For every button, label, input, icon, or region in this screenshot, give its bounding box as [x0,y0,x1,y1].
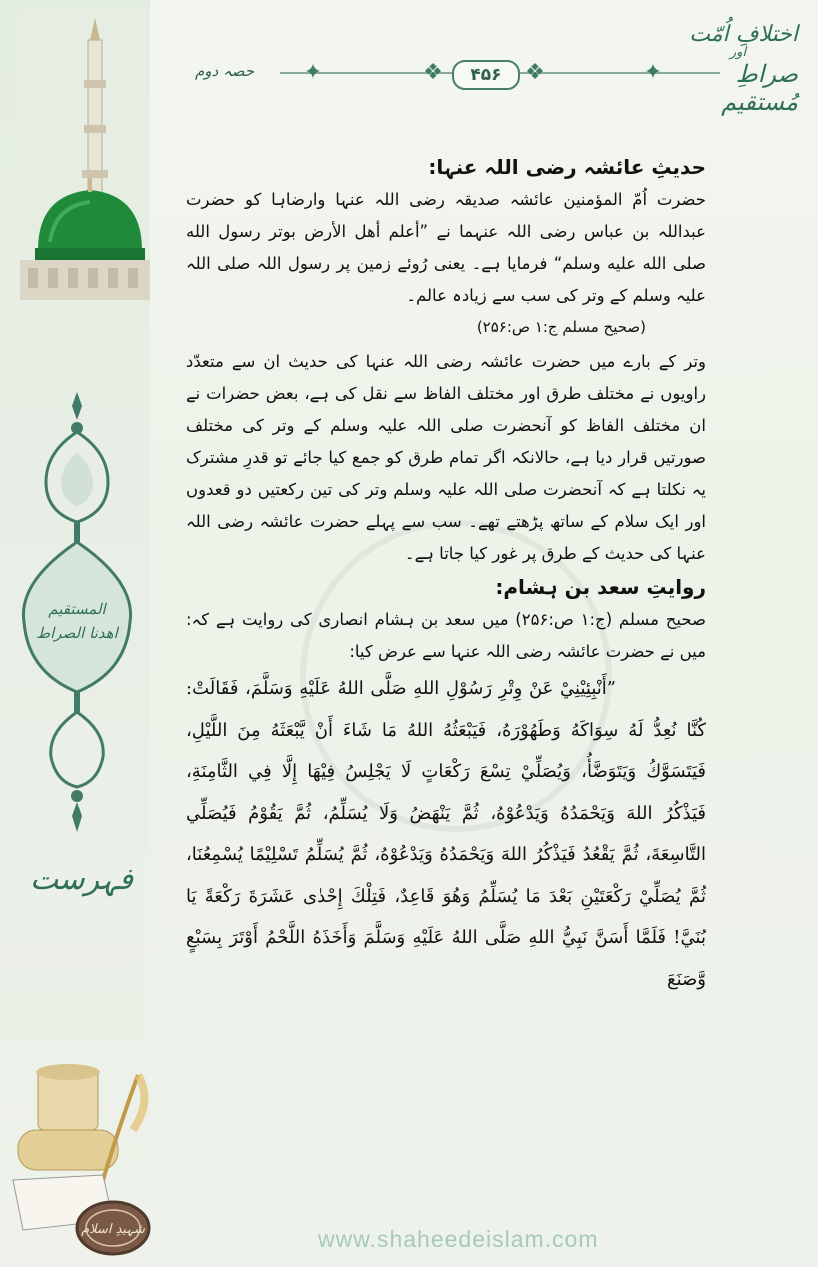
book-title-line-1: اختلافِ اُمّت [689,22,798,47]
arabic-hadith-text: ”أَنْبِئِيْنِيْ عَنْ وِتْرِ رَسُوْلِ اللهِ صَلَّى اللهُ عَلَيْهِ وَسَلَّمَ، فَقَالَتْ: كُنَّا نُعِدُّ لَهُ سِوَاكَهُ وَطَهُوْرَهُ، فَيَبْعَثُهُ اللهُ مَا شَاءَ أَنْ يَّبْعَثَهُ مِنَ اللَّيْلِ، فَيَتَسَوَّكُ وَيَتَوَضَّأُ، وَيُصَلِّيْ تِسْعَ رَكْعَاتٍ لَا يَجْلِسُ فِيْهَا إِلَّا فِي الثَّامِنَةِ، فَيَذْكُرُ اللهَ وَيَحْمَدُهُ وَيَدْعُوْهُ، ثُمَّ يَنْهَضُ وَلَا يُسَلِّمُ، ثُمَّ يَقُوْمُ فَيُصَلِّي التَّاسِعَةَ، ثُمَّ يَقْعُدُ فَيَذْكُرُ اللهَ وَيَحْمَدُهُ وَيَدْعُوْهُ، ثُمَّ يُسَلِّمُ تَسْلِيْمًا يُسْمِعُنَا، ثُمَّ يُصَلِّيْ رَكْعَتَيْنِ بَعْدَ مَا يُسَلِّمُ وَهُوَ قَاعِدٌ، فَتِلْكَ إِحْدٰى عَشَرَةَ رَكْعَةً يَا بُنَيَّ! فَلَمَّا أَسَنَّ نَبِيُّ اللهِ صَلَّى اللهُ عَلَيْهِ وَسَلَّمَ وَأَخَذَهُ اللَّحْمُ أَوْتَرَ بِسَبْعٍ وَّصَنَعَ [186,678,706,990]
book-title-line-3: صراطِ مُستقیم [721,60,798,116]
website-link[interactable]: www.shaheedeislam.com [318,1226,599,1252]
far-right-ornament-icon: ✦ [643,60,663,85]
citation: (صحیح مسلم ج:۱ ص:۲۵۶) [476,318,646,336]
table-of-contents-link[interactable]: فہرست [30,862,134,897]
page-number: ۴۵۶ [452,60,520,90]
right-ornament-icon: ❖ [525,60,545,85]
paragraph: حضرت اُمّ المؤمنین عائشہ صدیقہ رضی اللہ عنہا وارضاہا کو حضرت عبداللہ بن عباس رضی اللہ عنہما نے ”أعلم أهل الأرض بوتر رسول الله صلى الله عليه وسلم“ فرمایا ہے۔ یعنی رُوئے زمین پر رسول اللہ صلی اللہ علیہ وسلم کے وتر کی سب سے زیادہ عالم۔ [186,190,706,305]
paragraph: صحیح مسلم (ج:۱ ص:۲۵۶) میں سعد بن ہشام انصاری کی روایت ہے کہ: میں نے حضرت عائشہ رضی اللہ عنہا سے عرض کیا: [186,610,706,661]
paragraph: وتر کے بارے میں حضرت عائشہ رضی اللہ عنہا کی حدیث ان سے متعدّد راویوں نے مختلف طرق اور مختلف الفاظ سے نقل کی ہے، بعض حضرات نے ان مختلف الفاظ کو آنحضرت صلی اللہ علیہ وسلم کے وتر کی مختلف صورتیں قرار دیا ہے، حالانکہ اگر تمام طرق کو جمع کیا جائے تو قدرِ مشترک یہ نکلتا ہے کہ آنحضرت صلی اللہ علیہ وسلم وتر کی تین رکعتیں دو قعدوں اور ایک سلام کے ساتھ پڑھتے تھے۔ سب سے پہلے حضرت عائشہ رضی اللہ عنہا کی حدیث کے طرق پر غور کیا جاتا ہے۔ [186,352,706,563]
lantern-text-bottom: اھدنا الصراط [36,624,118,642]
main-content [186,150,706,1000]
scrolls-and-quill-image [8,1060,158,1260]
section-heading: حدیثِ عائشہ رضی اللہ عنہا: [428,155,706,179]
far-left-ornament-icon: ✦ [303,60,323,85]
lantern-ornament [18,392,136,832]
book-title [678,22,798,116]
left-ornament-icon: ❖ [423,60,443,85]
logo-text: شہیدِ اسلام [81,1222,145,1237]
book-title-line-2: اور [729,45,747,60]
section-heading: روایتِ سعد بن ہشام: [495,575,706,599]
lantern-text-top: المستقیم [48,600,106,618]
green-dome-mosque-image [20,10,150,300]
part-label: حصہ دوم [195,62,255,80]
